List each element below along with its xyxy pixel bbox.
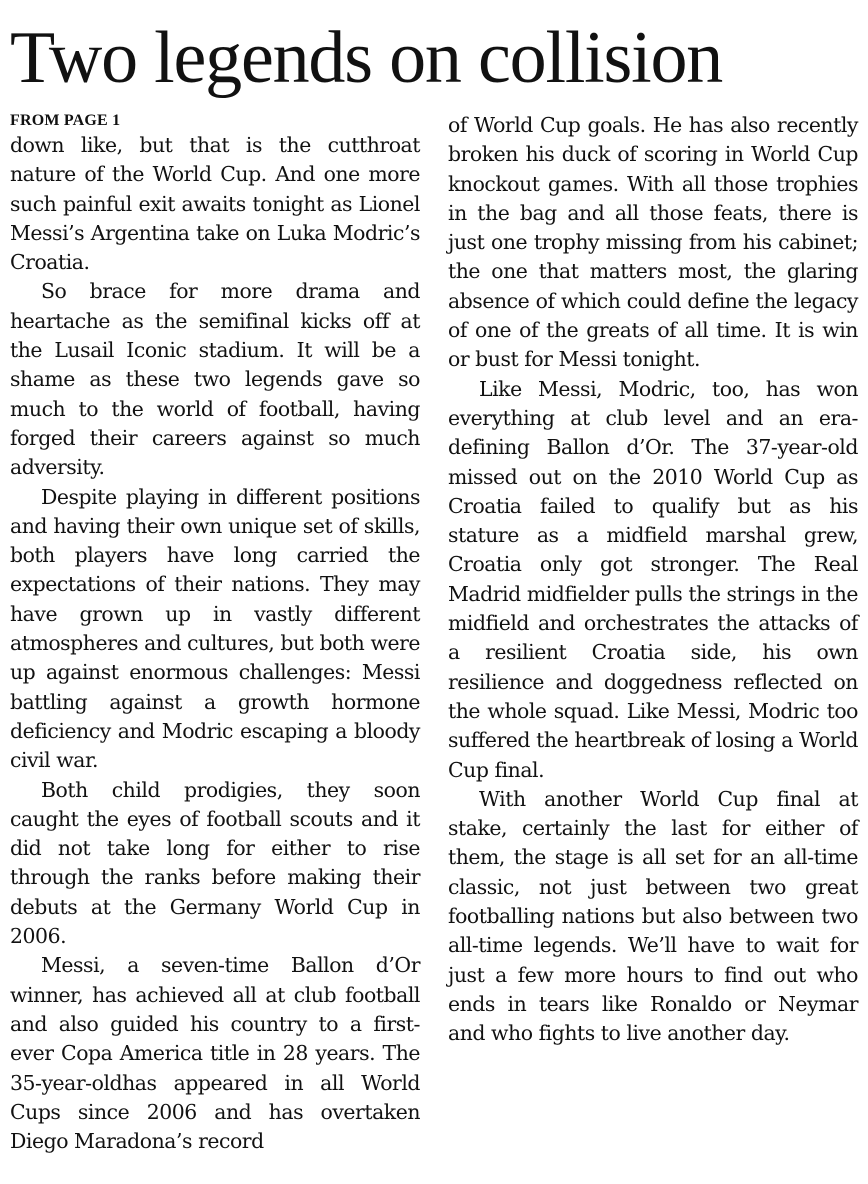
- paragraph: of World Cup goals. He has also recently broken his duck of scoring in World Cup knockout games. With all those trophies in the bag and all those feats, there is just one trophy missing from his cabinet; the one that matters most, the glaring absence of which could define the legacy of one of the greats of all time. It is win or bust for Messi tonight.: [448, 113, 858, 372]
- paragraph: Messi, a seven-time Ballon d’Or winner, has achieved all at club football and also guided his country to a first-ever Copa America title in 28 years. The 35-year-oldhas appeared in all World Cups since 2006 and has overtaken Diego Maradona’s record: [10, 953, 420, 1154]
- headline: Two legends on collision: [10, 17, 723, 99]
- article-column-left: [10, 111, 420, 1156]
- paragraph: So brace for more drama and heartache as the semifinal kicks off at the Lusail Iconic stadium. It will be a shame as these two legends gave so much to the world of football, having forged their careers against so much adversity.: [10, 279, 420, 480]
- continued-from-label: FROM PAGE 1: [10, 112, 121, 129]
- paragraph: With another World Cup final at stake, certainly the last for either of them, the stage is all set for an all-time classic, not just between two great footballing nations but also between two all-time legends. We’ll have to wait for just a few more hours to find out who ends in tears like Ronaldo or Neymar and who fights to live another day.: [448, 786, 858, 1046]
- paragraph: Like Messi, Modric, too, has won everything at club level and an era-defining Ballon d’Or. The 37-year-old missed out on the 2010 World Cup as Croatia failed to qualify but as his stature as a midfield marshal grew, Croatia only got stronger. The Real Madrid midfielder pulls the strings in the midfield and orchestrates the attacks of a resilient Croatia side, his own resilience and doggedness reflected on the whole squad. Like Messi, Modric too suffered the heartbreak of losing a World Cup final.: [448, 376, 858, 782]
- paragraph: Despite playing in different positions and having their own unique set of skills, both players have long carried the expectations of their nations. They may have grown up in vastly different atmospheres and cultures, but both were up against enormous challenges: Messi battling against a growth hormone deficiency and Modric escaping a bloody civil war.: [10, 484, 420, 773]
- paragraph: Both child prodigies, they soon caught the eyes of football scouts and it did not take long for either to rise through the ranks before making their debuts at the Germany World Cup in 2006.: [10, 777, 420, 949]
- paragraph: down like, but that is the cutthroat nature of the World Cup. And one more such painful exit awaits tonight as Lionel Messi’s Argentina take on Luka Modric’s Croatia.: [10, 133, 420, 275]
- article-column-right: [448, 111, 858, 1049]
